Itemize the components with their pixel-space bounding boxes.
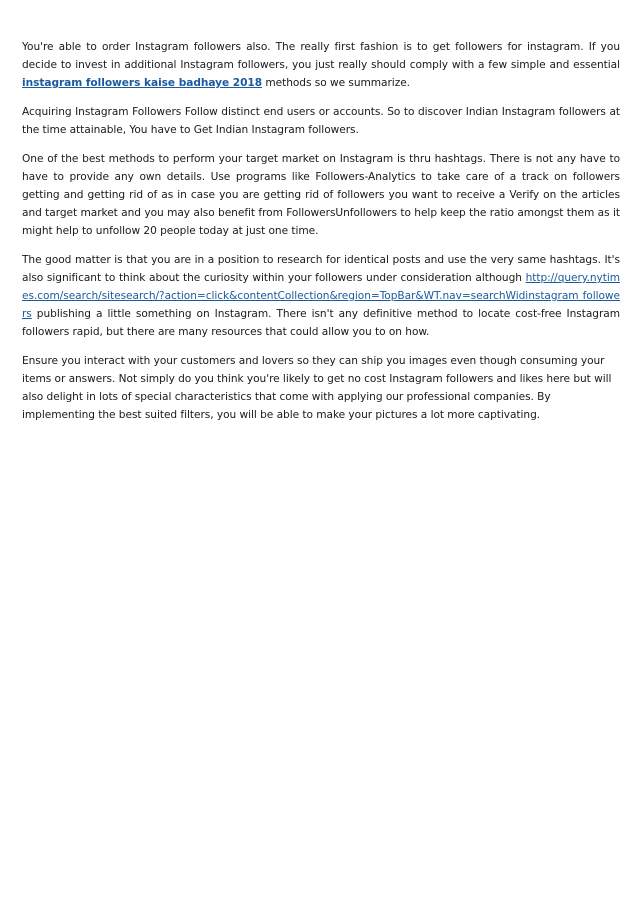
paragraph-4-text-before: The good matter is that you are in a position to research for identical posts and use the very same hashtags. It's also significant to think about the curiosity within your followers under consideration although	[22, 254, 620, 284]
paragraph-1-text-after: methods so we summarize.	[262, 77, 410, 89]
document-body	[22, 38, 620, 435]
nytimes-search-link[interactable]: http://query.nytimes.com/search/sitesearch/?action=click&contentCollection&region=TopBar&WT.nav=searchWidinstagram followers	[22, 272, 620, 320]
paragraph-2: Acquiring Instagram Followers Follow distinct end users or accounts. So to discover Indian Instagram followers at the time attainable, You have to Get Indian Instagram followers.	[22, 106, 620, 136]
paragraph-1	[22, 38, 620, 92]
instagram-followers-kaise-badhaye-link[interactable]: instagram followers kaise badhaye 2018	[22, 77, 263, 89]
paragraph-4	[22, 251, 620, 341]
paragraph-4-text-after: publishing a little something on Instagram. There isn't any definitive method to locate cost-free Instagram followers rapid, but there are many resources that could allow you to on how.	[22, 308, 620, 338]
paragraph-5: Ensure you interact with your customers and lovers so they can ship you images even though consuming your items or answers. Not simply do you think you're likely to get no cost Instagram followers and likes here but will also delight in lots of special characteristics that come with applying our professional companies. By implementing the best suited filters, you will be able to make your pictures a lot more captivating.	[22, 355, 612, 421]
paragraph-3: One of the best methods to perform your target market on Instagram is thru hashtags. There is not any have to have to provide any own details. Use programs like Followers-Analytics to take care of a track on followers getting and getting rid of as in case you are getting rid of followers you want to receive a Verify on the articles and target market and you may also benefit from FollowersUnfollowers to help keep the ratio amongst them as it might help to unfollow 20 people today at just one time.	[22, 153, 620, 237]
paragraph-1-text-before: You're able to order Instagram followers also. The really first fashion is to get followers for instagram. If you decide to invest in additional Instagram followers, you just really should comply with a few simple and essential	[22, 41, 620, 71]
